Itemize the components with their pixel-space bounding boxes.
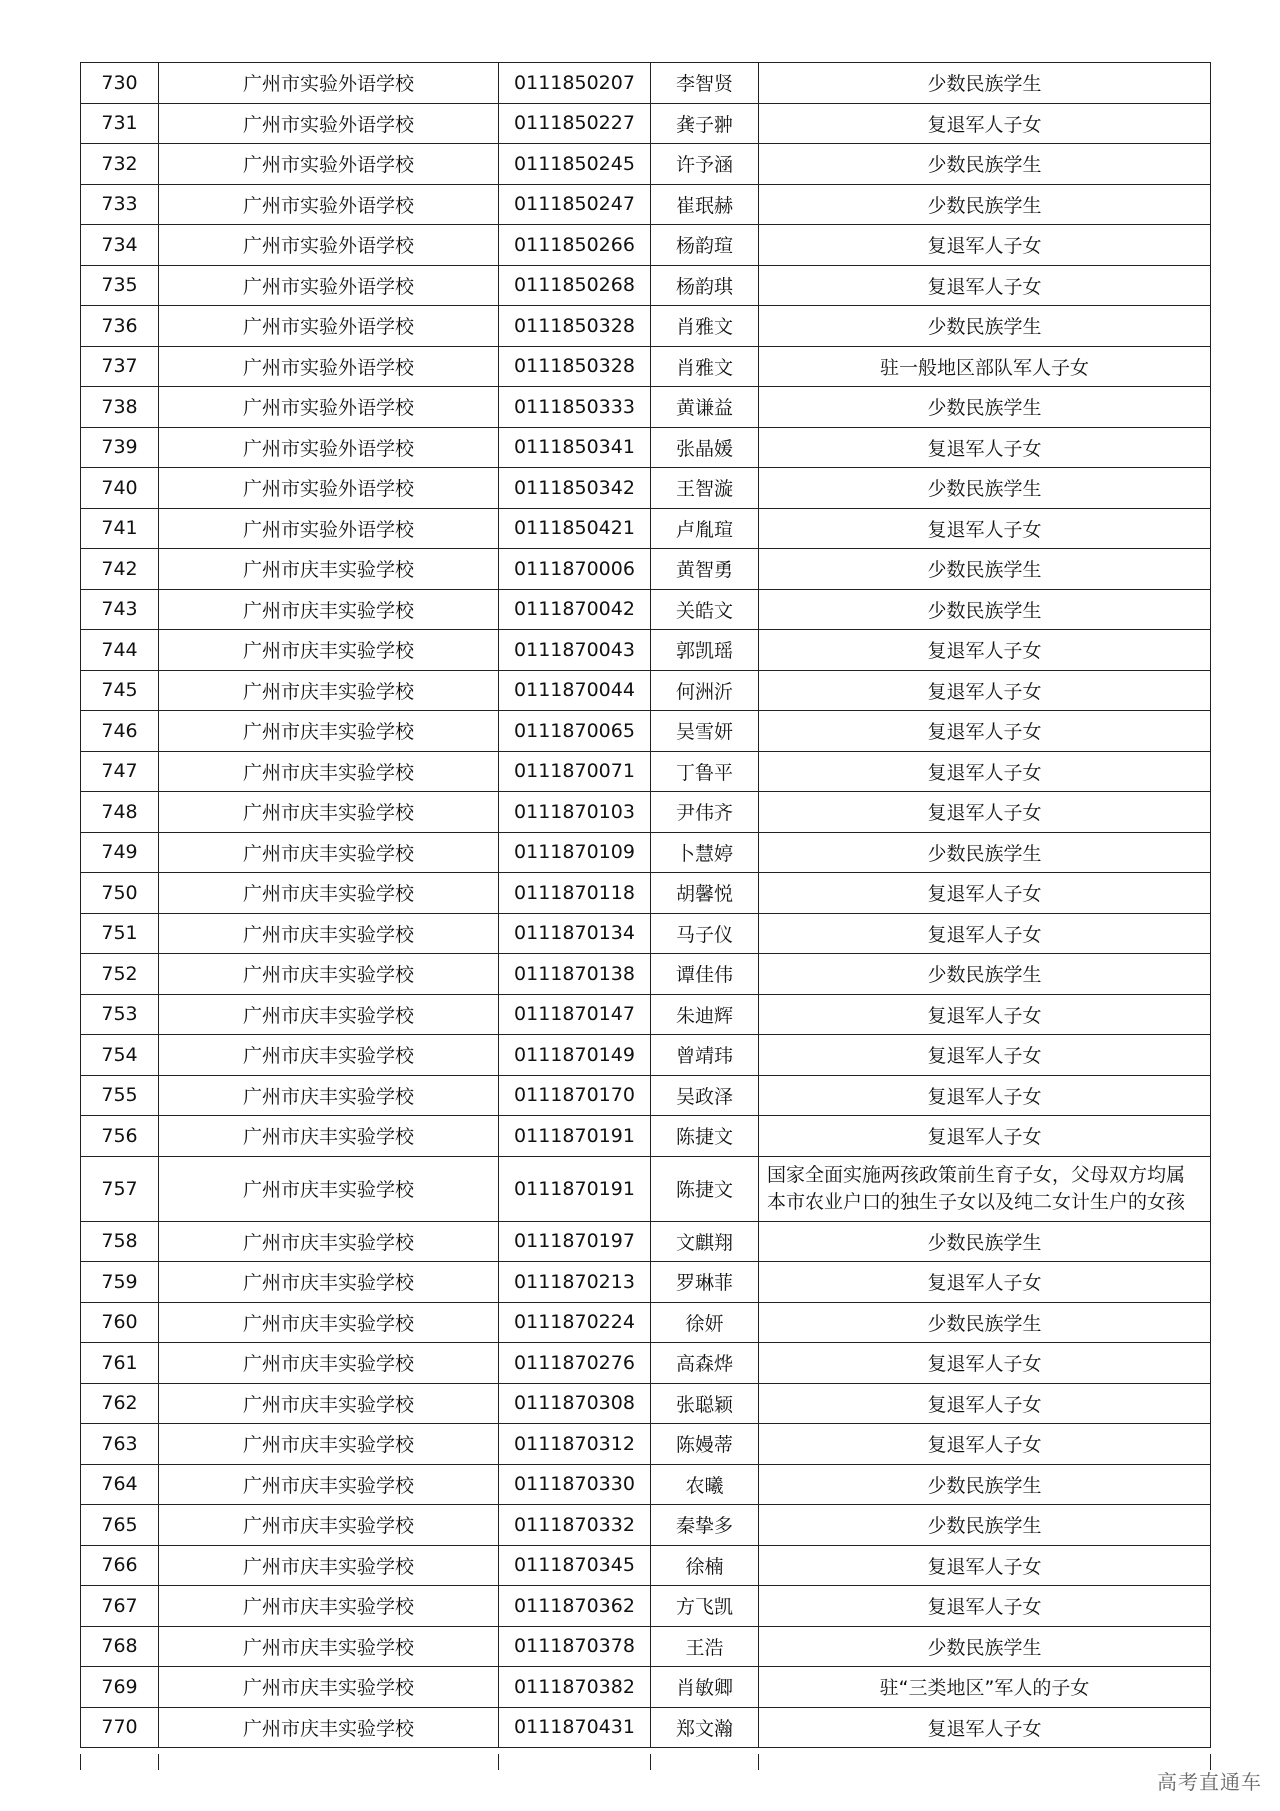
- student-name-cell: 郭凯瑶: [651, 630, 759, 671]
- table-row: [81, 1262, 1211, 1303]
- student-id-cell: 0111870043: [499, 630, 651, 671]
- row-number-cell: 755: [81, 1075, 159, 1116]
- row-number-cell: 736: [81, 306, 159, 347]
- student-id-cell: 0111870118: [499, 873, 651, 914]
- student-name-cell: 吴雪妍: [651, 711, 759, 752]
- table-row: [81, 1302, 1211, 1343]
- row-number-cell: 747: [81, 751, 159, 792]
- student-name-cell: 杨韵瑄: [651, 225, 759, 266]
- table-row: [81, 225, 1211, 266]
- school-cell: 广州市实验外语学校: [159, 144, 499, 185]
- student-name-cell: 马子仪: [651, 913, 759, 954]
- student-id-cell: 0111870044: [499, 670, 651, 711]
- table-row: [81, 711, 1211, 752]
- school-cell: 广州市实验外语学校: [159, 184, 499, 225]
- student-id-cell: 0111870345: [499, 1545, 651, 1586]
- category-cell: 复退军人子女: [759, 1262, 1211, 1303]
- category-cell: 少数民族学生: [759, 184, 1211, 225]
- school-cell: 广州市实验外语学校: [159, 468, 499, 509]
- student-name-cell: 罗琳菲: [651, 1262, 759, 1303]
- category-cell: 驻“三类地区”军人的子女: [759, 1667, 1211, 1708]
- row-number-cell: 732: [81, 144, 159, 185]
- row-number-cell: 753: [81, 994, 159, 1035]
- category-cell: 复退军人子女: [759, 1383, 1211, 1424]
- school-cell: 广州市实验外语学校: [159, 346, 499, 387]
- table-row: [81, 103, 1211, 144]
- row-number-cell: 757: [81, 1156, 159, 1221]
- table-row: [81, 549, 1211, 590]
- row-number-cell: 748: [81, 792, 159, 833]
- row-number-cell: 768: [81, 1626, 159, 1667]
- table-row: [81, 1116, 1211, 1157]
- category-cell: 少数民族学生: [759, 387, 1211, 428]
- student-name-cell: 陈捷文: [651, 1116, 759, 1157]
- table-row: [81, 1221, 1211, 1262]
- student-name-cell: 徐妍: [651, 1302, 759, 1343]
- table-row: [81, 1667, 1211, 1708]
- table-row: [81, 954, 1211, 995]
- watermark-text: 高考直通车: [1157, 1770, 1262, 1794]
- row-number-cell: 766: [81, 1545, 159, 1586]
- row-number-cell: 744: [81, 630, 159, 671]
- category-cell: 少数民族学生: [759, 589, 1211, 630]
- category-cell: 少数民族学生: [759, 1302, 1211, 1343]
- table-row: [81, 63, 1211, 104]
- student-name-cell: 高森烨: [651, 1343, 759, 1384]
- category-cell: 复退军人子女: [759, 751, 1211, 792]
- category-cell: 国家全面实施两孩政策前生育子女，父母双方均属本市农业户口的独生子女以及纯二女计生户的女孩: [759, 1156, 1211, 1221]
- student-id-cell: 0111870103: [499, 792, 651, 833]
- row-number-cell: 730: [81, 63, 159, 104]
- row-number-cell: 740: [81, 468, 159, 509]
- category-cell: 复退军人子女: [759, 873, 1211, 914]
- category-cell: 少数民族学生: [759, 468, 1211, 509]
- row-number-cell: 751: [81, 913, 159, 954]
- category-cell: 复退军人子女: [759, 670, 1211, 711]
- category-cell: 少数民族学生: [759, 549, 1211, 590]
- table-body: [81, 63, 1211, 1748]
- student-name-cell: 文麒翔: [651, 1221, 759, 1262]
- school-cell: 广州市庆丰实验学校: [159, 1464, 499, 1505]
- table-row: [81, 1505, 1211, 1546]
- school-cell: 广州市庆丰实验学校: [159, 1343, 499, 1384]
- row-number-cell: 746: [81, 711, 159, 752]
- student-list-table: [80, 62, 1211, 1748]
- school-cell: 广州市庆丰实验学校: [159, 954, 499, 995]
- student-name-cell: 郑文瀚: [651, 1707, 759, 1748]
- table-row: [81, 1035, 1211, 1076]
- category-cell: 少数民族学生: [759, 954, 1211, 995]
- student-id-cell: 0111870378: [499, 1626, 651, 1667]
- row-number-cell: 770: [81, 1707, 159, 1748]
- table-continuation-line: [158, 1754, 159, 1770]
- student-id-cell: 0111850266: [499, 225, 651, 266]
- row-number-cell: 738: [81, 387, 159, 428]
- student-name-cell: 张聪颖: [651, 1383, 759, 1424]
- student-id-cell: 0111850268: [499, 265, 651, 306]
- student-name-cell: 尹伟齐: [651, 792, 759, 833]
- table-row: [81, 1075, 1211, 1116]
- row-number-cell: 741: [81, 508, 159, 549]
- school-cell: 广州市实验外语学校: [159, 265, 499, 306]
- school-cell: 广州市庆丰实验学校: [159, 1116, 499, 1157]
- category-cell: 复退军人子女: [759, 508, 1211, 549]
- student-name-cell: 方飞凯: [651, 1586, 759, 1627]
- student-id-cell: 0111850207: [499, 63, 651, 104]
- student-name-cell: 肖雅文: [651, 306, 759, 347]
- category-cell: 复退军人子女: [759, 427, 1211, 468]
- student-name-cell: 谭佳伟: [651, 954, 759, 995]
- school-cell: 广州市庆丰实验学校: [159, 1424, 499, 1465]
- student-id-cell: 0111870138: [499, 954, 651, 995]
- student-id-cell: 0111870330: [499, 1464, 651, 1505]
- category-cell: 少数民族学生: [759, 832, 1211, 873]
- school-cell: 广州市庆丰实验学校: [159, 589, 499, 630]
- category-cell: 复退军人子女: [759, 1707, 1211, 1748]
- school-cell: 广州市实验外语学校: [159, 508, 499, 549]
- school-cell: 广州市庆丰实验学校: [159, 1626, 499, 1667]
- category-cell: 少数民族学生: [759, 1505, 1211, 1546]
- row-number-cell: 752: [81, 954, 159, 995]
- school-cell: 广州市庆丰实验学校: [159, 670, 499, 711]
- school-cell: 广州市庆丰实验学校: [159, 1505, 499, 1546]
- table-row: [81, 144, 1211, 185]
- row-number-cell: 764: [81, 1464, 159, 1505]
- student-name-cell: 杨韵琪: [651, 265, 759, 306]
- student-name-cell: 卜慧婷: [651, 832, 759, 873]
- category-cell: 复退军人子女: [759, 630, 1211, 671]
- row-number-cell: 769: [81, 1667, 159, 1708]
- student-id-cell: 0111870170: [499, 1075, 651, 1116]
- school-cell: 广州市庆丰实验学校: [159, 751, 499, 792]
- student-id-cell: 0111850333: [499, 387, 651, 428]
- student-id-cell: 0111850247: [499, 184, 651, 225]
- category-cell: 复退军人子女: [759, 1586, 1211, 1627]
- row-number-cell: 765: [81, 1505, 159, 1546]
- student-name-cell: 陈嫚蒂: [651, 1424, 759, 1465]
- table-row: [81, 508, 1211, 549]
- school-cell: 广州市实验外语学校: [159, 103, 499, 144]
- student-id-cell: 0111870149: [499, 1035, 651, 1076]
- category-cell: 复退军人子女: [759, 1343, 1211, 1384]
- row-number-cell: 756: [81, 1116, 159, 1157]
- table-row: [81, 427, 1211, 468]
- student-name-cell: 肖敏卿: [651, 1667, 759, 1708]
- table-row: [81, 265, 1211, 306]
- student-name-cell: 胡馨悦: [651, 873, 759, 914]
- row-number-cell: 761: [81, 1343, 159, 1384]
- student-id-cell: 0111870197: [499, 1221, 651, 1262]
- school-cell: 广州市庆丰实验学校: [159, 711, 499, 752]
- table-row: [81, 1343, 1211, 1384]
- student-name-cell: 朱迪辉: [651, 994, 759, 1035]
- row-number-cell: 743: [81, 589, 159, 630]
- row-number-cell: 739: [81, 427, 159, 468]
- row-number-cell: 750: [81, 873, 159, 914]
- category-cell: 复退军人子女: [759, 1035, 1211, 1076]
- table-row: [81, 913, 1211, 954]
- category-cell: 复退军人子女: [759, 225, 1211, 266]
- category-cell: 复退军人子女: [759, 1075, 1211, 1116]
- school-cell: 广州市庆丰实验学校: [159, 1156, 499, 1221]
- student-id-cell: 0111870006: [499, 549, 651, 590]
- student-id-cell: 0111870224: [499, 1302, 651, 1343]
- student-name-cell: 秦挚多: [651, 1505, 759, 1546]
- school-cell: 广州市庆丰实验学校: [159, 1667, 499, 1708]
- table-row: [81, 346, 1211, 387]
- table-row: [81, 1424, 1211, 1465]
- school-cell: 广州市庆丰实验学校: [159, 1383, 499, 1424]
- student-id-cell: 0111870362: [499, 1586, 651, 1627]
- student-name-cell: 何洲沂: [651, 670, 759, 711]
- student-id-cell: 0111870042: [499, 589, 651, 630]
- row-number-cell: 758: [81, 1221, 159, 1262]
- school-cell: 广州市庆丰实验学校: [159, 1302, 499, 1343]
- student-id-cell: 0111870382: [499, 1667, 651, 1708]
- school-cell: 广州市庆丰实验学校: [159, 1035, 499, 1076]
- student-id-cell: 0111870312: [499, 1424, 651, 1465]
- student-id-cell: 0111870191: [499, 1116, 651, 1157]
- school-cell: 广州市庆丰实验学校: [159, 873, 499, 914]
- table-row: [81, 1464, 1211, 1505]
- category-cell: 复退军人子女: [759, 1424, 1211, 1465]
- category-cell: 少数民族学生: [759, 1626, 1211, 1667]
- category-cell: 少数民族学生: [759, 1464, 1211, 1505]
- school-cell: 广州市实验外语学校: [159, 427, 499, 468]
- table-row: [81, 589, 1211, 630]
- category-cell: 复退军人子女: [759, 1545, 1211, 1586]
- row-number-cell: 767: [81, 1586, 159, 1627]
- student-id-cell: 0111850328: [499, 306, 651, 347]
- category-cell: 少数民族学生: [759, 144, 1211, 185]
- student-name-cell: 陈捷文: [651, 1156, 759, 1221]
- table-row: [81, 468, 1211, 509]
- table-continuation-line: [650, 1754, 651, 1770]
- category-cell: 复退军人子女: [759, 711, 1211, 752]
- student-name-cell: 吴政泽: [651, 1075, 759, 1116]
- category-cell: 少数民族学生: [759, 306, 1211, 347]
- student-id-cell: 0111870431: [499, 1707, 651, 1748]
- school-cell: 广州市庆丰实验学校: [159, 1262, 499, 1303]
- category-cell: 复退军人子女: [759, 1116, 1211, 1157]
- row-number-cell: 763: [81, 1424, 159, 1465]
- table-row: [81, 1707, 1211, 1748]
- student-id-cell: 0111850421: [499, 508, 651, 549]
- student-name-cell: 曾靖玮: [651, 1035, 759, 1076]
- school-cell: 广州市实验外语学校: [159, 387, 499, 428]
- student-id-cell: 0111870109: [499, 832, 651, 873]
- table-row: [81, 670, 1211, 711]
- student-id-cell: 0111870071: [499, 751, 651, 792]
- school-cell: 广州市庆丰实验学校: [159, 832, 499, 873]
- table-row: [81, 1586, 1211, 1627]
- row-number-cell: 754: [81, 1035, 159, 1076]
- school-cell: 广州市庆丰实验学校: [159, 549, 499, 590]
- category-cell: 复退军人子女: [759, 994, 1211, 1035]
- table-row: [81, 751, 1211, 792]
- student-name-cell: 王浩: [651, 1626, 759, 1667]
- category-cell: 复退军人子女: [759, 792, 1211, 833]
- table-row: [81, 1156, 1211, 1221]
- table-row: [81, 792, 1211, 833]
- table-continuation-line: [80, 1754, 81, 1770]
- school-cell: 广州市实验外语学校: [159, 63, 499, 104]
- school-cell: 广州市庆丰实验学校: [159, 913, 499, 954]
- table-row: [81, 1626, 1211, 1667]
- table-row: [81, 184, 1211, 225]
- student-name-cell: 丁鲁平: [651, 751, 759, 792]
- row-number-cell: 737: [81, 346, 159, 387]
- row-number-cell: 731: [81, 103, 159, 144]
- school-cell: 广州市实验外语学校: [159, 306, 499, 347]
- student-id-cell: 0111870276: [499, 1343, 651, 1384]
- student-name-cell: 崔珉赫: [651, 184, 759, 225]
- student-id-cell: 0111850245: [499, 144, 651, 185]
- category-cell: 驻一般地区部队军人子女: [759, 346, 1211, 387]
- row-number-cell: 735: [81, 265, 159, 306]
- student-id-cell: 0111850342: [499, 468, 651, 509]
- table-row: [81, 306, 1211, 347]
- school-cell: 广州市庆丰实验学校: [159, 630, 499, 671]
- student-id-cell: 0111870308: [499, 1383, 651, 1424]
- row-number-cell: 762: [81, 1383, 159, 1424]
- student-name-cell: 徐楠: [651, 1545, 759, 1586]
- school-cell: 广州市庆丰实验学校: [159, 1075, 499, 1116]
- student-name-cell: 许予涵: [651, 144, 759, 185]
- student-id-cell: 0111850328: [499, 346, 651, 387]
- student-name-cell: 黄智勇: [651, 549, 759, 590]
- category-cell: 少数民族学生: [759, 1221, 1211, 1262]
- row-number-cell: 745: [81, 670, 159, 711]
- school-cell: 广州市庆丰实验学校: [159, 994, 499, 1035]
- row-number-cell: 759: [81, 1262, 159, 1303]
- table-continuation-line: [758, 1754, 759, 1770]
- student-name-cell: 李智贤: [651, 63, 759, 104]
- table-row: [81, 873, 1211, 914]
- category-cell: 复退军人子女: [759, 103, 1211, 144]
- student-name-cell: 关皓文: [651, 589, 759, 630]
- school-cell: 广州市庆丰实验学校: [159, 1586, 499, 1627]
- table-row: [81, 1383, 1211, 1424]
- school-cell: 广州市庆丰实验学校: [159, 1707, 499, 1748]
- table-row: [81, 832, 1211, 873]
- school-cell: 广州市庆丰实验学校: [159, 1221, 499, 1262]
- student-name-cell: 龚子翀: [651, 103, 759, 144]
- student-name-cell: 农曦: [651, 1464, 759, 1505]
- student-id-cell: 0111870147: [499, 994, 651, 1035]
- row-number-cell: 734: [81, 225, 159, 266]
- student-id-cell: 0111870213: [499, 1262, 651, 1303]
- row-number-cell: 760: [81, 1302, 159, 1343]
- row-number-cell: 733: [81, 184, 159, 225]
- student-name-cell: 肖雅文: [651, 346, 759, 387]
- category-cell: 复退军人子女: [759, 265, 1211, 306]
- student-id-cell: 0111870191: [499, 1156, 651, 1221]
- table-row: [81, 630, 1211, 671]
- student-id-cell: 0111870134: [499, 913, 651, 954]
- student-id-cell: 0111870332: [499, 1505, 651, 1546]
- student-name-cell: 王智漩: [651, 468, 759, 509]
- row-number-cell: 742: [81, 549, 159, 590]
- table-continuation-line: [498, 1754, 499, 1770]
- student-id-cell: 0111850227: [499, 103, 651, 144]
- table-row: [81, 387, 1211, 428]
- student-name-cell: 张晶媛: [651, 427, 759, 468]
- school-cell: 广州市庆丰实验学校: [159, 792, 499, 833]
- student-name-cell: 黄谦益: [651, 387, 759, 428]
- school-cell: 广州市实验外语学校: [159, 225, 499, 266]
- student-id-cell: 0111850341: [499, 427, 651, 468]
- student-name-cell: 卢胤瑄: [651, 508, 759, 549]
- table-row: [81, 1545, 1211, 1586]
- category-cell: 复退军人子女: [759, 913, 1211, 954]
- school-cell: 广州市庆丰实验学校: [159, 1545, 499, 1586]
- student-id-cell: 0111870065: [499, 711, 651, 752]
- row-number-cell: 749: [81, 832, 159, 873]
- table-row: [81, 994, 1211, 1035]
- category-cell: 少数民族学生: [759, 63, 1211, 104]
